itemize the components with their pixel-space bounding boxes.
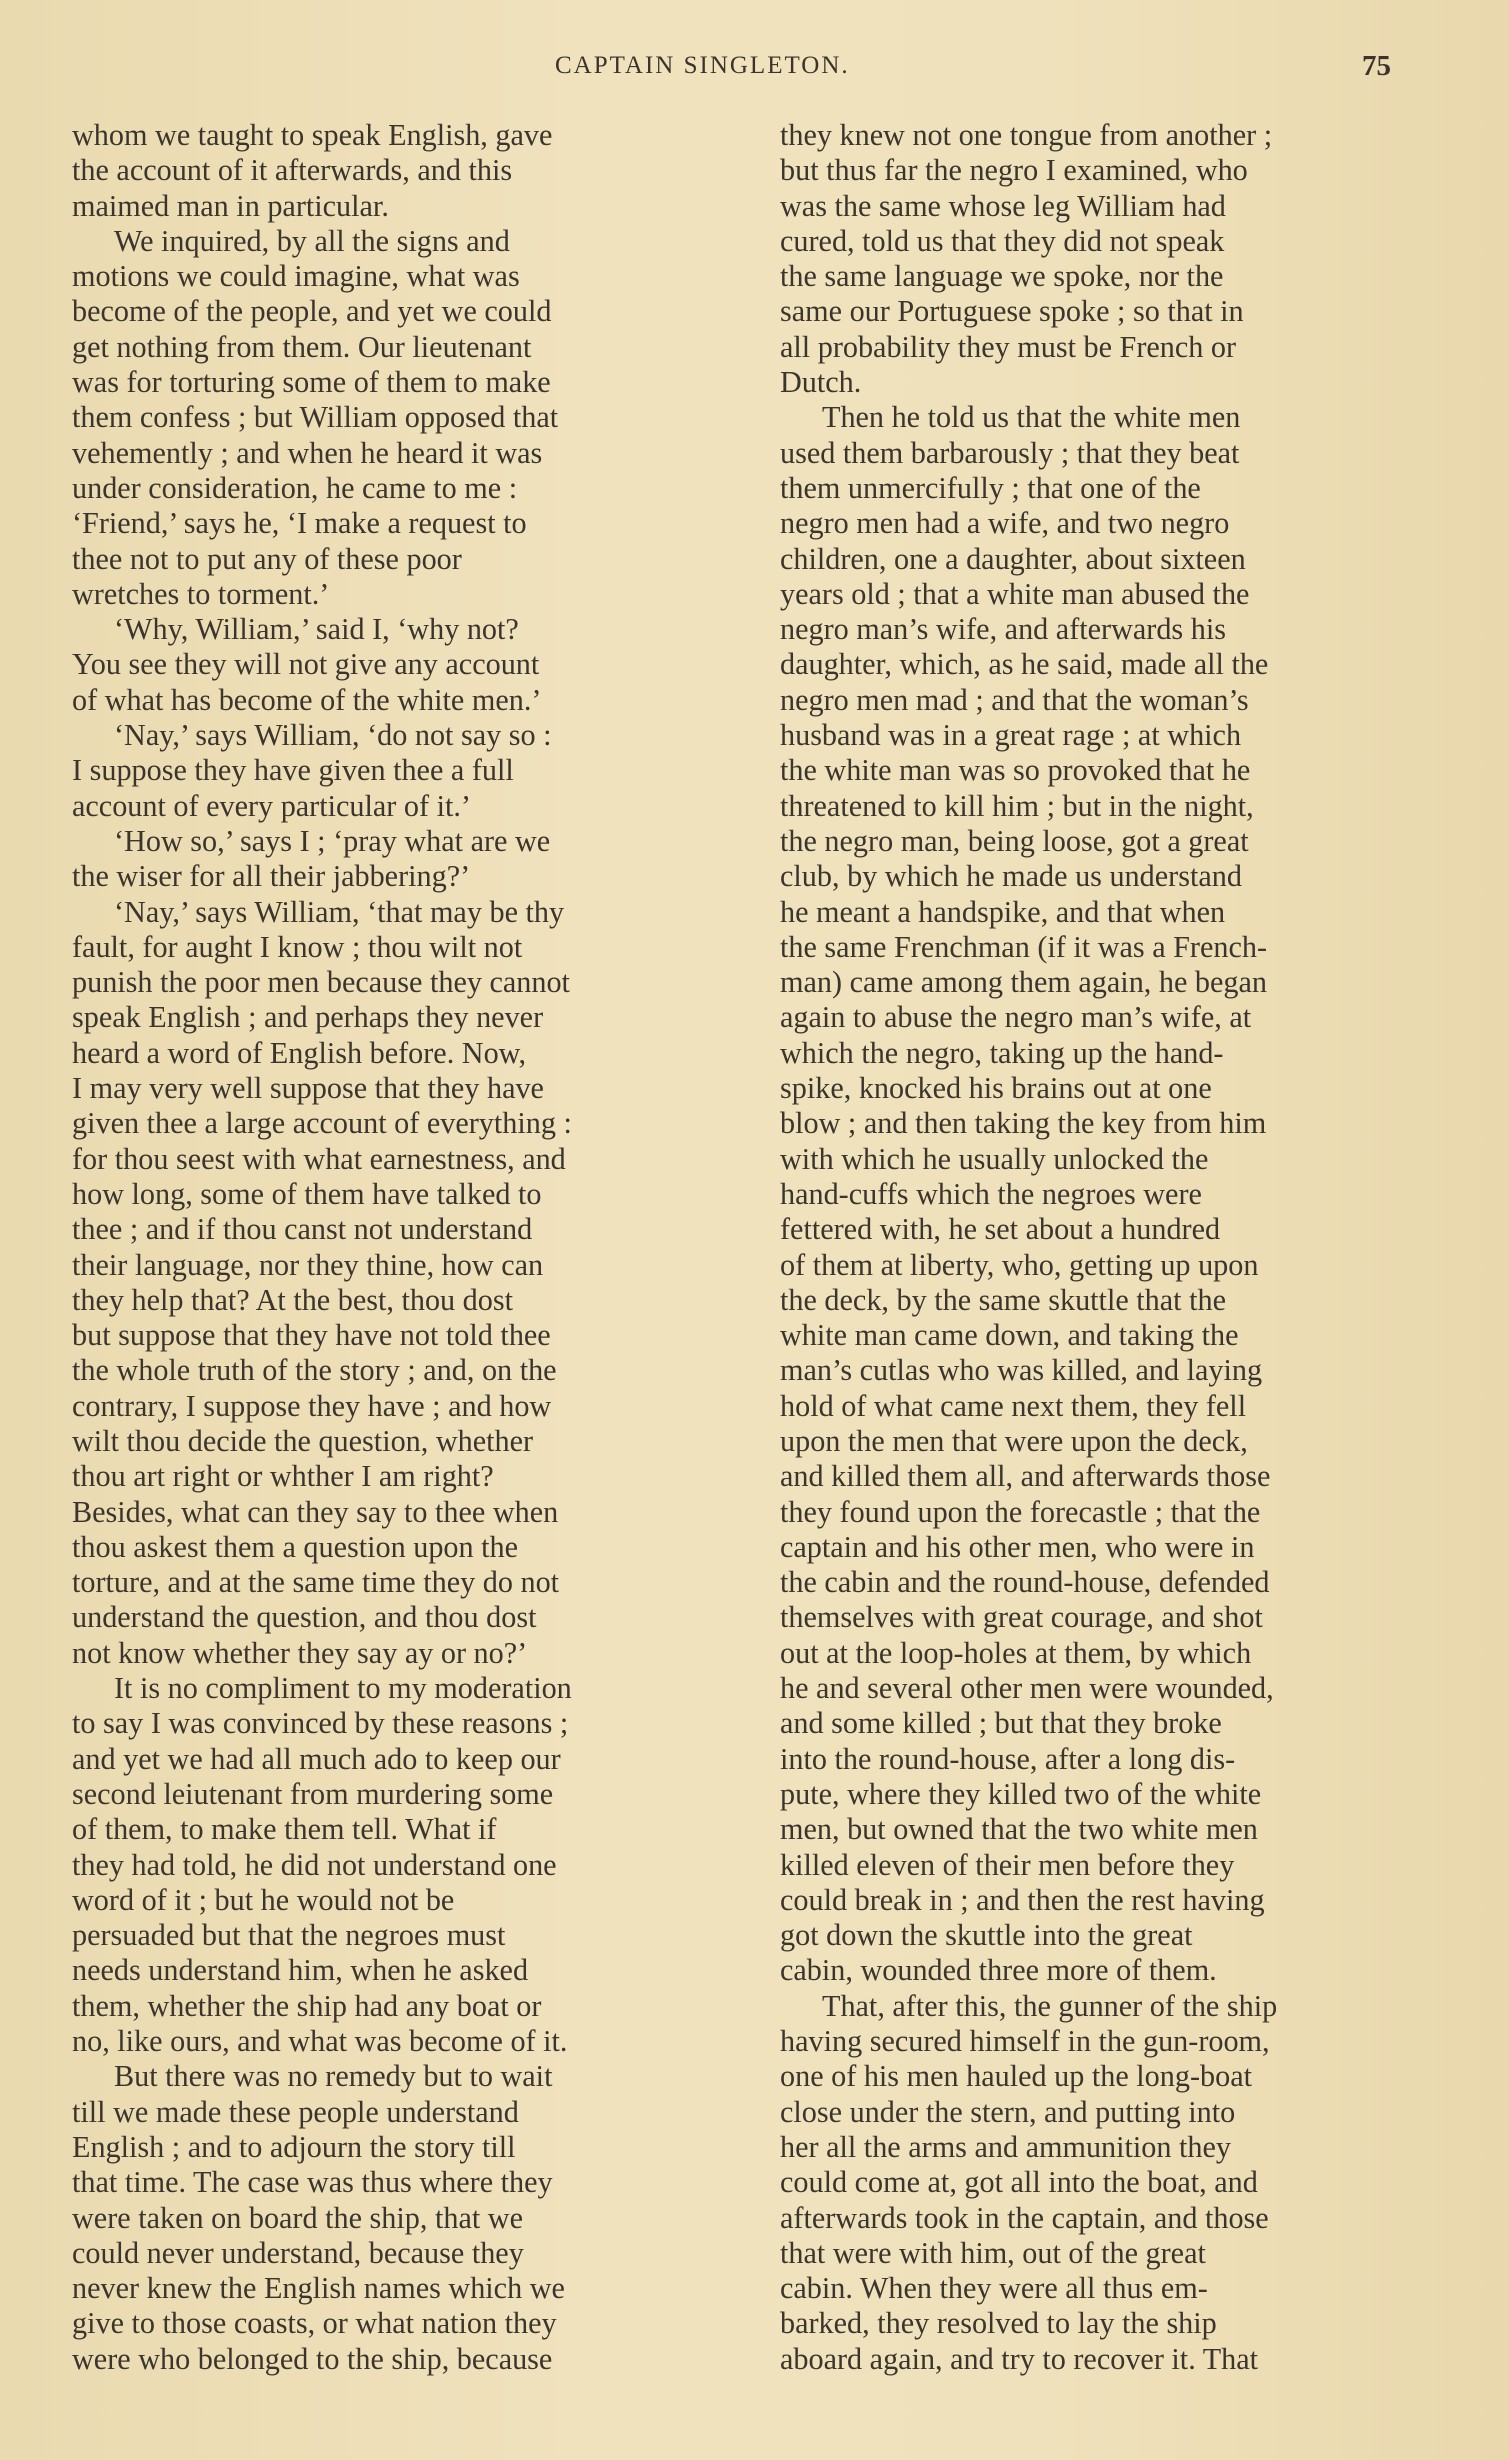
text-line: get nothing from them. Our lieutenant: [72, 329, 532, 364]
text-line: threatened to kill him ; but in the night,: [780, 788, 1254, 823]
text-line: them confess ; but William opposed that: [72, 400, 559, 435]
text-line: but thus far the negro I examined, who: [780, 153, 1248, 188]
text-line: they help that? At the best, thou dost: [72, 1282, 514, 1317]
text-line: motions we could imagine, what was: [72, 259, 520, 294]
text-line: and killed them all, and afterwards those: [780, 1459, 1271, 1494]
text-line: which the negro, taking up the hand-: [780, 1035, 1224, 1070]
text-line: cabin, wounded three more of them.: [780, 1953, 1217, 1988]
text-line: he and several other men were wounded,: [780, 1671, 1274, 1706]
text-line: husband was in a great rage ; at which: [780, 718, 1242, 753]
text-line: into the round-house, after a long dis-: [780, 1741, 1236, 1776]
text-line: maimed man in particular.: [72, 188, 389, 223]
text-line: ‘Why, William,’ said I, ‘why not?: [114, 612, 519, 647]
text-line: afterwards took in the captain, and those: [780, 2200, 1269, 2235]
text-line: understand the question, and thou dost: [72, 1600, 537, 1635]
text-line: the cabin and the round-house, defended: [780, 1565, 1270, 1600]
text-line: the whole truth of the story ; and, on the: [72, 1353, 557, 1388]
text-line: themselves with great courage, and shot: [780, 1600, 1263, 1635]
text-line: persuaded but that the negroes must: [72, 1918, 506, 1953]
text-line: account of every particular of it.’: [72, 788, 471, 823]
text-line: That, after this, the gunner of the ship: [822, 1988, 1278, 2023]
text-line: speak English ; and perhaps they never: [72, 1000, 544, 1035]
text-line: captain and his other men, who were in: [780, 1529, 1255, 1564]
left-column: [72, 118, 742, 2377]
text-line: they had told, he did not understand one: [72, 1847, 557, 1882]
text-line: that time. The case was thus where they: [72, 2165, 553, 2200]
text-line: fault, for aught I know ; thou wilt not: [72, 929, 523, 964]
text-line: Besides, what can they say to thee when: [72, 1494, 559, 1529]
text-line: negro man’s wife, and afterwards his: [780, 612, 1226, 647]
text-line: give to those coasts, or what nation they: [72, 2306, 557, 2341]
text-line: second leiutenant from murdering some: [72, 1776, 554, 1811]
text-line: It is no compliment to my moderation: [114, 1671, 572, 1706]
text-line: them, whether the ship had any boat or: [72, 1988, 542, 2023]
text-line: the white man was so provoked that he: [780, 753, 1251, 788]
text-line: I suppose they have given thee a full: [72, 753, 514, 788]
text-line: they knew not one tongue from another ;: [780, 118, 1273, 152]
text-line: We inquired, by all the signs and: [114, 223, 510, 258]
text-line: one of his men hauled up the long-boat: [780, 2059, 1252, 2094]
text-line: white man came down, and taking the: [780, 1318, 1239, 1353]
text-line: Dutch.: [780, 365, 862, 400]
text-line: could come at, got all into the boat, and: [780, 2165, 1258, 2200]
text-line: ‘Nay,’ says William, ‘do not say so :: [114, 718, 552, 753]
text-line: negro men had a wife, and two negro: [780, 506, 1230, 541]
text-line: ‘Friend,’ says he, ‘I make a request to: [72, 506, 527, 541]
text-line: You see they will not give any account: [72, 647, 540, 682]
text-line: for thou seest with what earnestness, and: [72, 1141, 566, 1176]
text-line: blow ; and then taking the key from him: [780, 1106, 1267, 1141]
text-line: to say I was convinced by these reasons ;: [72, 1706, 569, 1741]
text-line: were who belonged to the ship, because: [72, 2341, 553, 2376]
text-line: not know whether they say ay or no?’: [72, 1635, 528, 1670]
text-line: cabin. When they were all thus em-: [780, 2271, 1208, 2306]
text-line: thou art right or whther I am right?: [72, 1459, 494, 1494]
text-line: fettered with, he set about a hundred: [780, 1212, 1221, 1247]
text-line: thee ; and if thou canst not understand: [72, 1212, 533, 1247]
text-line: thee not to put any of these poor: [72, 541, 462, 576]
text-line: under consideration, he came to me :: [72, 470, 518, 505]
text-line: close under the stern, and putting into: [780, 2094, 1236, 2129]
text-line: no, like ours, and what was become of it.: [72, 2024, 568, 2059]
text-line: daughter, which, as he said, made all the: [780, 647, 1269, 682]
text-line: given thee a large account of everything :: [72, 1106, 572, 1141]
text-line: having secured himself in the gun-room,: [780, 2024, 1270, 2059]
text-line: wilt thou decide the question, whether: [72, 1423, 534, 1458]
text-line: men, but owned that the two white men: [780, 1812, 1258, 1847]
text-line: same our Portuguese spoke ; so that in: [780, 294, 1244, 329]
text-line: were taken on board the ship, that we: [72, 2200, 523, 2235]
right-column: [780, 118, 1442, 2377]
text-line: negro men mad ; and that the woman’s: [780, 682, 1249, 717]
text-line: her all the arms and ammunition they: [780, 2129, 1232, 2164]
text-line: the same Frenchman (if it was a French-: [780, 929, 1268, 964]
text-line: punish the poor men because they cannot: [72, 965, 570, 1000]
text-line: out at the loop-holes at them, by which: [780, 1635, 1252, 1670]
text-line: of them, to make them tell. What if: [72, 1812, 497, 1847]
text-line: the deck, by the same skuttle that the: [780, 1282, 1226, 1317]
text-line: word of it ; but he would not be: [72, 1882, 455, 1917]
text-line: pute, where they killed two of the white: [780, 1776, 1262, 1811]
text-line: heard a word of English before. Now,: [72, 1035, 527, 1070]
text-line: children, one a daughter, about sixteen: [780, 541, 1246, 576]
text-line: But there was no remedy but to wait: [114, 2059, 553, 2094]
text-line: how long, some of them have talked to: [72, 1176, 542, 1211]
text-line: needs understand him, when he asked: [72, 1953, 529, 1988]
text-line: cured, told us that they did not speak: [780, 223, 1225, 258]
text-line: aboard again, and try to recover it. That: [780, 2341, 1259, 2376]
text-line: got down the skuttle into the great: [780, 1918, 1193, 1953]
text-line: was for torturing some of them to make: [72, 365, 551, 400]
text-line: never knew the English names which we: [72, 2271, 565, 2306]
text-line: the wiser for all their jabbering?’: [72, 859, 471, 894]
page-header: [0, 52, 1509, 88]
text-line: the same language we spoke, nor the: [780, 259, 1224, 294]
text-line: and yet we had all much ado to keep our: [72, 1741, 561, 1776]
text-line: hand-cuffs which the negroes were: [780, 1176, 1202, 1211]
text-line: the negro man, being loose, got a great: [780, 823, 1249, 858]
text-line: could never understand, because they: [72, 2235, 524, 2270]
text-line: torture, and at the same time they do not: [72, 1565, 560, 1600]
text-line: again to abuse the negro man’s wife, at: [780, 1000, 1252, 1035]
text-line: Then he told us that the white men: [822, 400, 1241, 435]
text-line: was the same whose leg William had: [780, 188, 1226, 223]
running-title: CAPTAIN SINGLETON.: [555, 52, 850, 79]
text-line: they found upon the forecastle ; that the: [780, 1494, 1261, 1529]
text-line: whom we taught to speak English, gave: [72, 118, 553, 152]
text-line: of what has become of the white men.’: [72, 682, 542, 717]
page-number: 75: [1362, 50, 1391, 82]
text-line: of them at liberty, who, getting up upon: [780, 1247, 1259, 1282]
text-line: man’s cutlas who was killed, and laying: [780, 1353, 1263, 1388]
text-line: till we made these people understand: [72, 2094, 519, 2129]
text-line: with which he usually unlocked the: [780, 1141, 1209, 1176]
text-line: he meant a handspike, and that when: [780, 894, 1226, 929]
text-line: that were with him, out of the great: [780, 2235, 1206, 2270]
text-line: the account of it afterwards, and this: [72, 153, 513, 188]
text-line: English ; and to adjourn the story till: [72, 2129, 516, 2164]
text-line: club, by which he made us understand: [780, 859, 1242, 894]
text-line: wretches to torment.’: [72, 576, 330, 611]
text-line: could break in ; and then the rest having: [780, 1882, 1265, 1917]
text-line: killed eleven of their men before they: [780, 1847, 1235, 1882]
text-line: and some killed ; but that they broke: [780, 1706, 1222, 1741]
text-line: contrary, I suppose they have ; and how: [72, 1388, 552, 1423]
text-line: spike, knocked his brains out at one: [780, 1071, 1212, 1106]
text-line: man) came among them again, he began: [780, 965, 1267, 1000]
text-line: hold of what came next them, they fell: [780, 1388, 1247, 1423]
text-line: years old ; that a white man abused the: [780, 576, 1250, 611]
text-line: upon the men that were upon the deck,: [780, 1423, 1248, 1458]
text-line: but suppose that they have not told thee: [72, 1318, 551, 1353]
text-line: all probability they must be French or: [780, 329, 1237, 364]
text-line: I may very well suppose that they have: [72, 1071, 544, 1106]
text-line: their language, nor they thine, how can: [72, 1247, 544, 1282]
text-line: barked, they resolved to lay the ship: [780, 2306, 1217, 2341]
text-line: vehemently ; and when he heard it was: [72, 435, 543, 470]
text-line: used them barbarously ; that they beat: [780, 435, 1240, 470]
text-line: them unmercifully ; that one of the: [780, 470, 1201, 505]
text-line: ‘How so,’ says I ; ‘pray what are we: [114, 823, 551, 858]
text-line: become of the people, and yet we could: [72, 294, 552, 329]
text-line: thou askest them a question upon the: [72, 1529, 519, 1564]
text-line: ‘Nay,’ says William, ‘that may be thy: [114, 894, 565, 929]
